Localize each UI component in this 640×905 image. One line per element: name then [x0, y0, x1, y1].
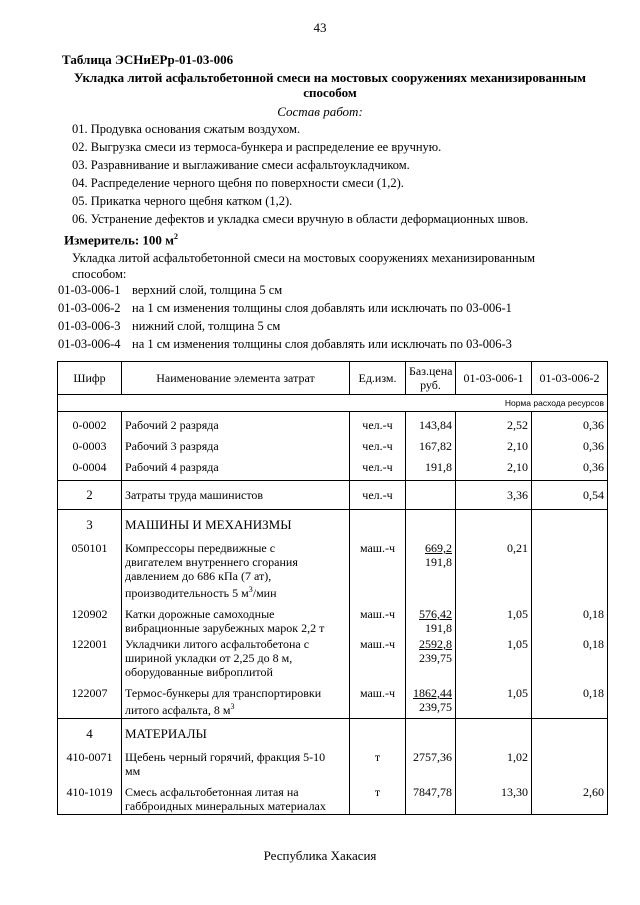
table-row: 050101 Компрессоры передвижные с двигателем внутреннего сгорания давлением до 686 кПа (7 ат), производительность 5 $м^3$/мин маш.-ч 669,2 191,8 0,21 — [58, 540, 608, 601]
description: Укладка литой асфальтобетонной смеси на мостовых сооружениях механизированным способом: — [72, 251, 536, 281]
code-id: 01-03-006-2 — [58, 301, 121, 315]
section-row: 4 МАТЕРИАЛЫ — [58, 719, 608, 750]
table-row: 122007 Термос-бункеры для транспортировки литого асфальта, 8 $м^3$ маш.-ч 1862,44 239,75 1,05 0,18 — [58, 680, 608, 719]
work-item: 06. Устранение дефектов и укладка смеси вручную в области деформационных швов. — [72, 212, 529, 226]
section-heading: Укладка литой асфальтобетонной смеси на мостовых сооружениях механизированным способом — [73, 70, 587, 100]
composition-label: Состав работ: — [277, 104, 363, 119]
table-row: 410-1019 Смесь асфальтобетонная литая на габброидных минеральных материалах т 7847,78 13,30 2,60 — [58, 779, 608, 815]
table-row: 120902 Катки дорожные самоходные вибрационные зарубежных марок 2,2 т маш.-ч 576,42 191,8 1,05 0,18 — [58, 601, 608, 636]
code-text: нижний слой, толщина 5 см — [132, 319, 281, 333]
page-number: 43 — [313, 20, 327, 35]
work-item: 02. Выгрузка смеси из термоса-бункера и распределение ее вручную. — [72, 140, 442, 154]
code-text: на 1 см изменения толщины слоя добавлять или исключать по 03-006-1 — [132, 301, 512, 315]
table-row: 0-0004 Рабочий 4 разряда чел.-ч 191,8 2,10 0,36 — [58, 454, 608, 481]
col-header-v1: 01-03-006-1 — [456, 362, 532, 395]
work-item: 05. Прикатка черного щебня катком (1,2). — [72, 194, 293, 208]
table-title: Таблица ЭСНиЕРр-01-03-006 — [62, 52, 234, 67]
resource-table — [57, 361, 608, 815]
footer-region: Республика Хакасия — [263, 848, 377, 863]
measure-unit: Измеритель: 100 $м^2$ — [64, 232, 179, 248]
col-header-price: Баз.цена руб. — [406, 362, 456, 395]
code-text: верхний слой, толщина 5 см — [132, 283, 283, 297]
code-id: 01-03-006-1 — [58, 283, 121, 297]
col-header-name: Наименование элемента затрат — [122, 362, 350, 395]
work-item: 01. Продувка основания сжатым воздухом. — [72, 122, 301, 136]
section-row: 3 МАШИНЫ И МЕХАНИЗМЫ — [58, 510, 608, 541]
table-row: 2 Затраты труда машинистов чел.-ч 3,36 0,54 — [58, 481, 608, 510]
code-text: на 1 см изменения толщины слоя добавлять или исключать по 03-006-3 — [132, 337, 512, 351]
table-row: 0-0003 Рабочий 3 разряда чел.-ч 167,82 2,10 0,36 — [58, 433, 608, 454]
col-header-v2: 01-03-006-2 — [532, 362, 608, 395]
col-header-code: Шифр — [58, 362, 122, 395]
norm-label: Норма расхода ресурсов — [58, 395, 608, 412]
work-item: 04. Распределение черного щебня по поверхности смеси (1,2). — [72, 176, 404, 190]
table-row: 0-0002 Рабочий 2 разряда чел.-ч 143,84 2,52 0,36 — [58, 412, 608, 434]
code-id: 01-03-006-3 — [58, 319, 121, 333]
work-item: 03. Разравнивание и выглаживание смеси асфальтоукладчиком. — [72, 158, 410, 172]
col-header-unit: Ед.изм. — [350, 362, 406, 395]
table-row: 410-0071 Щебень черный горячий, фракция 5-10 мм т 2757,36 1,02 — [58, 749, 608, 779]
table-row: 122001 Укладчики литого асфальтобетона с шириной укладки от 2,25 до 8 м, оборудованные виброплитой маш.-ч 2592,8 239,75 1,05 0,18 — [58, 636, 608, 680]
code-id: 01-03-006-4 — [58, 337, 121, 351]
